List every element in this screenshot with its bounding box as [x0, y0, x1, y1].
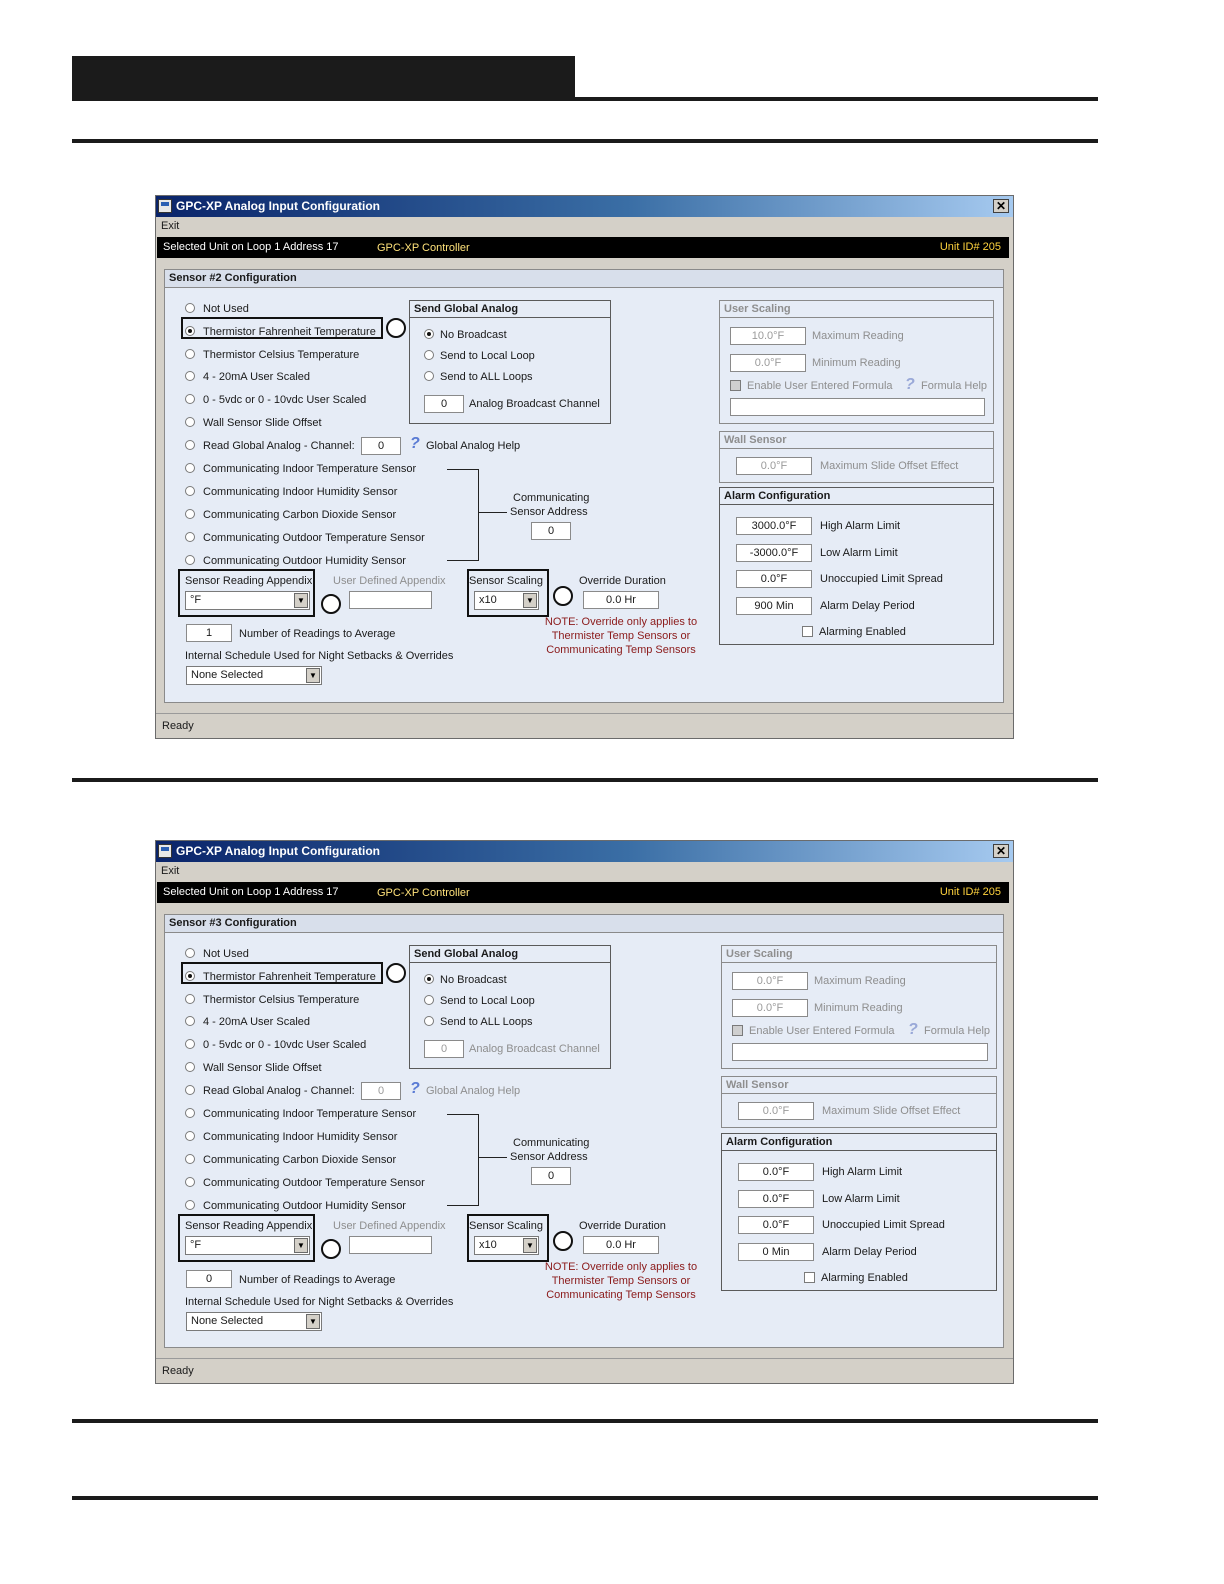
- override-label: Override Duration: [579, 575, 666, 587]
- readings-avg-label: Number of Readings to Average: [239, 1274, 396, 1286]
- user-appendix-input[interactable]: [349, 1236, 432, 1254]
- unit-id: Unit ID# 205: [939, 886, 1001, 898]
- page-header-bar: [72, 56, 575, 98]
- unocc-spread-input[interactable]: 0.0°F: [736, 570, 812, 588]
- radio-comm-co2[interactable]: [185, 509, 195, 519]
- app-icon: [158, 844, 172, 858]
- unocc-spread-input[interactable]: 0.0°F: [738, 1216, 814, 1234]
- max-reading-label: Maximum Reading: [812, 330, 904, 342]
- unit-info-bar: [157, 882, 1009, 903]
- scaling-select[interactable]: [474, 591, 539, 610]
- sensor-type-label: 4 - 20mA User Scaled: [203, 371, 310, 383]
- window-titlebar: [156, 841, 1013, 862]
- alarming-enabled-checkbox[interactable]: [802, 626, 813, 637]
- sensor-type-label: Communicating Outdoor Temperature Sensor: [203, 1177, 425, 1189]
- close-icon[interactable]: ✕: [993, 844, 1009, 858]
- status-bar: [156, 1358, 1013, 1383]
- comm-address-input[interactable]: 0: [531, 1167, 571, 1185]
- callout-circle: [386, 318, 406, 338]
- bracket-line: [447, 560, 479, 561]
- alarm-delay-input[interactable]: 900 Min: [736, 597, 812, 615]
- sensor-type-label: Wall Sensor Slide Offset: [203, 1062, 322, 1074]
- radio-comm-outdoor-temp[interactable]: [185, 1177, 195, 1187]
- bracket-line: [447, 1114, 479, 1115]
- radio-send-local-loop[interactable]: [424, 995, 434, 1005]
- radio-read-global-analog[interactable]: [185, 1085, 195, 1095]
- sensor-config-panel: [164, 914, 1004, 1348]
- group-title: Send Global Analog: [410, 946, 610, 963]
- sensor-type-label: Communicating Indoor Temperature Sensor: [203, 463, 417, 475]
- callout-circle: [386, 963, 406, 983]
- radio-no-broadcast[interactable]: [424, 329, 434, 339]
- alarm-delay-input[interactable]: 0 Min: [738, 1243, 814, 1261]
- menu-exit[interactable]: Exit: [161, 865, 180, 877]
- override-note: Thermister Temp Sensors or: [551, 1275, 691, 1287]
- override-note: NOTE: Override only applies to: [544, 616, 698, 628]
- broadcast-option-label: Send to Local Loop: [440, 995, 535, 1007]
- broadcast-option-label: No Broadcast: [440, 974, 507, 986]
- readings-avg-input[interactable]: 0: [186, 1270, 232, 1288]
- radio-comm-co2[interactable]: [185, 1154, 195, 1164]
- selected-unit-text: Selected Unit on Loop 1 Address 17: [163, 886, 339, 898]
- chevron-down-icon[interactable]: ▼: [306, 668, 320, 683]
- readings-avg-label: Number of Readings to Average: [239, 628, 396, 640]
- bracket-line: [447, 469, 479, 470]
- help-icon[interactable]: ?: [410, 435, 420, 452]
- wall-sensor-group: [721, 1076, 997, 1128]
- global-channel-input[interactable]: 0: [361, 437, 401, 455]
- alarming-enabled-label: Alarming Enabled: [819, 626, 906, 638]
- low-alarm-label: Low Alarm Limit: [820, 547, 898, 559]
- callout-circle: [553, 1231, 573, 1251]
- scaling-label: Sensor Scaling: [469, 575, 543, 587]
- comm-address-input[interactable]: 0: [531, 522, 571, 540]
- broadcast-option-label: No Broadcast: [440, 329, 507, 341]
- sensor-type-label: Not Used: [203, 948, 249, 960]
- menubar: [156, 217, 1013, 235]
- appendix-value: °F: [190, 1239, 202, 1251]
- unocc-spread-label: Unoccupied Limit Spread: [822, 1219, 945, 1231]
- radio-comm-indoor-temp[interactable]: [185, 463, 195, 473]
- group-title: Send Global Analog: [410, 301, 610, 318]
- section-rule-3: [72, 1419, 1098, 1423]
- analog-input-config-window-1: [155, 195, 1014, 739]
- min-reading-label: Minimum Reading: [814, 1002, 903, 1014]
- slide-offset-label: Maximum Slide Offset Effect: [820, 460, 959, 472]
- appendix-select[interactable]: [185, 1236, 310, 1255]
- send-global-analog-group: [409, 945, 611, 1069]
- override-input[interactable]: 0.0 Hr: [583, 1236, 659, 1254]
- help-icon[interactable]: ?: [905, 376, 915, 393]
- send-global-analog-group: [409, 300, 611, 424]
- status-text: Ready: [162, 720, 194, 732]
- override-input[interactable]: 0.0 Hr: [583, 591, 659, 609]
- broadcast-channel-label: Analog Broadcast Channel: [469, 1043, 600, 1055]
- sensor-type-label: Communicating Indoor Temperature Sensor: [203, 1108, 417, 1120]
- high-alarm-label: High Alarm Limit: [822, 1166, 903, 1178]
- global-channel-input[interactable]: 0: [361, 1082, 401, 1100]
- alarm-config-group: [721, 1133, 997, 1291]
- group-title: User Scaling: [720, 301, 993, 318]
- override-note: Communicating Temp Sensors: [546, 1289, 696, 1301]
- radio-comm-outdoor-humidity[interactable]: [185, 1200, 195, 1210]
- section-rule-1: [72, 139, 1098, 143]
- sensor-type-label: 0 - 5vdc or 0 - 10vdc User Scaled: [203, 1039, 367, 1051]
- comm-address-label: Sensor Address: [510, 1151, 588, 1163]
- appendix-value: °F: [190, 594, 202, 606]
- bracket-line: [478, 469, 479, 561]
- menu-exit[interactable]: Exit: [161, 220, 180, 232]
- unit-info-bar: [157, 237, 1009, 258]
- app-icon: [158, 199, 172, 213]
- user-appendix-input[interactable]: [349, 591, 432, 609]
- user-scaling-group: [719, 300, 994, 424]
- section-title: Sensor #3 Configuration: [165, 915, 1003, 933]
- user-scaling-group: [721, 945, 997, 1069]
- radio-no-broadcast[interactable]: [424, 974, 434, 984]
- radio-wall-sensor-offset[interactable]: [185, 417, 195, 427]
- min-reading-input[interactable]: 0.0°F: [730, 354, 806, 372]
- high-alarm-label: High Alarm Limit: [820, 520, 901, 532]
- radio-4-20ma[interactable]: [185, 371, 195, 381]
- sensor-type-label: Read Global Analog - Channel:: [203, 1085, 355, 1097]
- window-titlebar: [156, 196, 1013, 217]
- schedule-select[interactable]: [186, 666, 322, 685]
- unit-id: Unit ID# 205: [939, 241, 1001, 253]
- unocc-spread-label: Unoccupied Limit Spread: [820, 573, 943, 585]
- sensor-type-label: Communicating Indoor Humidity Sensor: [203, 1131, 398, 1143]
- schedule-select[interactable]: [186, 1312, 322, 1331]
- override-note: Communicating Temp Sensors: [546, 644, 696, 656]
- max-reading-input[interactable]: 10.0°F: [730, 327, 806, 345]
- appendix-label: Sensor Reading Appendix: [185, 1220, 313, 1232]
- bracket-line: [479, 512, 507, 513]
- wall-sensor-group: [719, 431, 994, 483]
- callout-circle: [321, 1239, 341, 1259]
- close-icon[interactable]: ✕: [993, 199, 1009, 213]
- radio-0-5vdc[interactable]: [185, 1039, 195, 1049]
- formula-label: Enable User Entered Formula: [749, 1025, 895, 1037]
- override-label: Override Duration: [579, 1220, 666, 1232]
- sensor-type-label: Thermistor Celsius Temperature: [203, 994, 360, 1006]
- comm-address-label: Communicating: [513, 1137, 590, 1149]
- chevron-down-icon[interactable]: ▼: [294, 593, 308, 608]
- radio-read-global-analog[interactable]: [185, 440, 195, 450]
- radio-0-5vdc[interactable]: [185, 394, 195, 404]
- controller-name: GPC-XP Controller: [377, 242, 470, 254]
- schedule-label: Internal Schedule Used for Night Setbacks & Overrides: [185, 650, 454, 662]
- sensor-type-label: Communicating Outdoor Humidity Sensor: [203, 555, 406, 567]
- sensor-type-label: Thermistor Fahrenheit Temperature: [203, 971, 376, 983]
- radio-comm-indoor-temp[interactable]: [185, 1108, 195, 1118]
- schedule-value: None Selected: [191, 669, 264, 681]
- bracket-line: [447, 1205, 479, 1206]
- group-title: Wall Sensor: [720, 432, 993, 449]
- override-note: NOTE: Override only applies to: [544, 1261, 698, 1273]
- global-analog-help-link[interactable]: Global Analog Help: [426, 1085, 521, 1097]
- slide-offset-input[interactable]: 0.0°F: [736, 457, 812, 475]
- appendix-label: Sensor Reading Appendix: [185, 575, 313, 587]
- status-bar: [156, 713, 1013, 738]
- section-rule-2: [72, 778, 1098, 782]
- radio-not-used[interactable]: [185, 948, 195, 958]
- min-reading-label: Minimum Reading: [812, 357, 901, 369]
- radio-thermistor-celsius[interactable]: [185, 994, 195, 1004]
- status-text: Ready: [162, 1365, 194, 1377]
- radio-comm-indoor-humidity[interactable]: [185, 486, 195, 496]
- sensor-config-panel: [164, 269, 1004, 703]
- callout-circle: [553, 586, 573, 606]
- sensor-type-label: Thermistor Fahrenheit Temperature: [203, 326, 376, 338]
- radio-comm-indoor-humidity[interactable]: [185, 1131, 195, 1141]
- scaling-value: x10: [479, 1239, 497, 1251]
- scaling-select[interactable]: [474, 1236, 539, 1255]
- radio-send-local-loop[interactable]: [424, 350, 434, 360]
- alarm-delay-label: Alarm Delay Period: [822, 1246, 917, 1258]
- highlight-box: [181, 317, 383, 339]
- sensor-type-label: 0 - 5vdc or 0 - 10vdc User Scaled: [203, 394, 367, 406]
- scaling-value: x10: [479, 594, 497, 606]
- chevron-down-icon[interactable]: ▼: [523, 593, 537, 608]
- high-alarm-input[interactable]: 0.0°F: [738, 1163, 814, 1181]
- alarm-config-group: [719, 487, 994, 645]
- broadcast-option-label: Send to ALL Loops: [440, 1016, 533, 1028]
- alarming-enabled-checkbox[interactable]: [804, 1272, 815, 1283]
- slide-offset-label: Maximum Slide Offset Effect: [822, 1105, 961, 1117]
- chevron-down-icon[interactable]: ▼: [306, 1314, 320, 1329]
- sensor-type-label: Communicating Outdoor Temperature Sensor: [203, 532, 425, 544]
- group-title: User Scaling: [722, 946, 996, 963]
- high-alarm-input[interactable]: 3000.0°F: [736, 517, 812, 535]
- section-title: Sensor #2 Configuration: [165, 270, 1003, 288]
- broadcast-option-label: Send to ALL Loops: [440, 371, 533, 383]
- controller-name: GPC-XP Controller: [377, 887, 470, 899]
- sensor-type-label: Communicating Outdoor Humidity Sensor: [203, 1200, 406, 1212]
- global-analog-help-link[interactable]: Global Analog Help: [426, 440, 521, 452]
- formula-input[interactable]: [732, 1043, 988, 1061]
- broadcast-option-label: Send to Local Loop: [440, 350, 535, 362]
- sensor-type-label: Communicating Indoor Humidity Sensor: [203, 486, 398, 498]
- bracket-line: [479, 1157, 507, 1158]
- schedule-value: None Selected: [191, 1315, 264, 1327]
- slide-offset-input[interactable]: 0.0°F: [738, 1102, 814, 1120]
- analog-input-config-window-2: [155, 840, 1014, 1384]
- radio-send-all-loops[interactable]: [424, 371, 434, 381]
- window-title: GPC-XP Analog Input Configuration: [176, 844, 380, 858]
- low-alarm-input[interactable]: 0.0°F: [738, 1190, 814, 1208]
- formula-help-link[interactable]: Formula Help: [924, 1025, 991, 1037]
- formula-checkbox[interactable]: [730, 380, 741, 391]
- low-alarm-input[interactable]: -3000.0°F: [736, 544, 812, 562]
- radio-4-20ma[interactable]: [185, 1016, 195, 1026]
- comm-address-label: Communicating: [513, 492, 590, 504]
- comm-address-label: Sensor Address: [510, 506, 588, 518]
- sensor-type-label: Thermistor Celsius Temperature: [203, 349, 360, 361]
- max-reading-input[interactable]: 0.0°F: [732, 972, 808, 990]
- footer-rule: [72, 1496, 1098, 1500]
- radio-wall-sensor-offset[interactable]: [185, 1062, 195, 1072]
- selected-unit-text: Selected Unit on Loop 1 Address 17: [163, 241, 339, 253]
- sensor-type-label: Read Global Analog - Channel:: [203, 440, 355, 452]
- sensor-type-label: 4 - 20mA User Scaled: [203, 1016, 310, 1028]
- chevron-down-icon[interactable]: ▼: [523, 1238, 537, 1253]
- alarming-enabled-label: Alarming Enabled: [821, 1272, 908, 1284]
- broadcast-channel-label: Analog Broadcast Channel: [469, 398, 600, 410]
- user-appendix-label: User Defined Appendix: [333, 575, 446, 587]
- formula-input[interactable]: [730, 398, 985, 416]
- broadcast-channel-input[interactable]: 0: [424, 395, 464, 413]
- radio-comm-outdoor-temp[interactable]: [185, 532, 195, 542]
- group-title: Alarm Configuration: [720, 488, 993, 505]
- override-note: Thermister Temp Sensors or: [551, 630, 691, 642]
- callout-circle: [321, 594, 341, 614]
- help-icon[interactable]: ?: [410, 1080, 420, 1097]
- radio-not-used[interactable]: [185, 303, 195, 313]
- formula-label: Enable User Entered Formula: [747, 380, 893, 392]
- menubar: [156, 862, 1013, 880]
- sensor-type-label: Not Used: [203, 303, 249, 315]
- chevron-down-icon[interactable]: ▼: [294, 1238, 308, 1253]
- broadcast-channel-input[interactable]: 0: [424, 1040, 464, 1058]
- schedule-label: Internal Schedule Used for Night Setbacks & Overrides: [185, 1296, 454, 1308]
- low-alarm-label: Low Alarm Limit: [822, 1193, 900, 1205]
- radio-thermistor-celsius[interactable]: [185, 349, 195, 359]
- header-rule: [72, 97, 1098, 101]
- formula-help-link[interactable]: Formula Help: [921, 380, 988, 392]
- radio-send-all-loops[interactable]: [424, 1016, 434, 1026]
- sensor-type-label: Wall Sensor Slide Offset: [203, 417, 322, 429]
- readings-avg-input[interactable]: 1: [186, 624, 232, 642]
- sensor-type-label: Communicating Carbon Dioxide Sensor: [203, 509, 397, 521]
- scaling-label: Sensor Scaling: [469, 1220, 543, 1232]
- min-reading-input[interactable]: 0.0°F: [732, 999, 808, 1017]
- highlight-box: [181, 962, 383, 984]
- sensor-type-label: Communicating Carbon Dioxide Sensor: [203, 1154, 397, 1166]
- window-title: GPC-XP Analog Input Configuration: [176, 199, 380, 213]
- group-title: Alarm Configuration: [722, 1134, 996, 1151]
- alarm-delay-label: Alarm Delay Period: [820, 600, 915, 612]
- max-reading-label: Maximum Reading: [814, 975, 906, 987]
- radio-comm-outdoor-humidity[interactable]: [185, 555, 195, 565]
- help-icon[interactable]: ?: [908, 1021, 918, 1038]
- appendix-select[interactable]: [185, 591, 310, 610]
- group-title: Wall Sensor: [722, 1077, 996, 1094]
- formula-checkbox[interactable]: [732, 1025, 743, 1036]
- bracket-line: [478, 1114, 479, 1206]
- user-appendix-label: User Defined Appendix: [333, 1220, 446, 1232]
